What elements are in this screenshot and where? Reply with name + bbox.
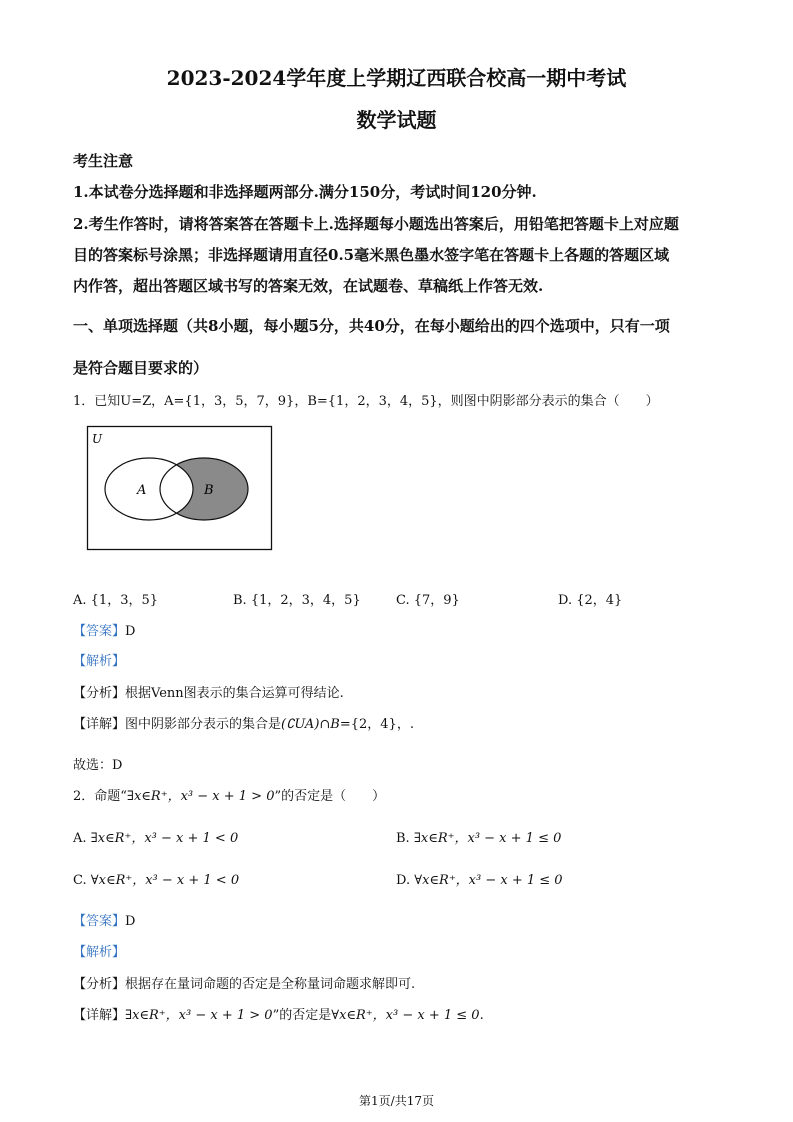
option-letter: D. <box>396 873 411 888</box>
page-footer: 第1页/共17页 <box>359 1094 434 1108</box>
option-expression: ∃x∈R⁺，x³ − x + 1 ≤ 0 <box>413 831 562 846</box>
q2-option-b <box>396 827 561 846</box>
venn-diagram <box>86 425 274 553</box>
q1-xiangjie <box>73 713 414 732</box>
q2-option-d <box>396 869 563 888</box>
xiangjie-end: . <box>479 1008 484 1023</box>
q1-answer <box>73 620 135 639</box>
q2-fenxi <box>73 973 415 992</box>
fenxi-text: 根据Venn图表示的集合运算可得结论. <box>125 686 344 701</box>
q2-answer <box>73 910 135 929</box>
answer-value: D <box>125 624 136 639</box>
q1-option-b: B. {1，2，3，4，5} <box>233 593 361 608</box>
exam-subtitle: 数学试题 <box>356 108 437 132</box>
notice-item-1: 1.本试卷分选择题和非选择题两部分.满分150分，考试时间120分钟. <box>73 183 537 201</box>
xiangjie-result: ={2，4}，. <box>339 717 414 732</box>
q1-option-c: C. {7，9} <box>396 593 460 608</box>
section-heading-line-2: 是符合题目要求的） <box>73 359 209 377</box>
option-expression: ∀x∈R⁺，x³ − x + 1 < 0 <box>90 873 240 888</box>
q2-stem-pre: 2．命题“ <box>73 789 127 804</box>
option-letter: B. <box>396 831 410 846</box>
xiangjie-expression-1: ∃x∈R⁺，x³ − x + 1 > 0 <box>125 1008 273 1023</box>
answer-tag: 【答案】 <box>73 914 126 929</box>
q1-option-d: D. {2，4} <box>558 593 623 608</box>
set-a-label: A <box>137 483 147 498</box>
fenxi-text: 根据存在量词命题的否定是全称量词命题求解即可. <box>125 977 416 992</box>
question-2-stem <box>73 785 385 804</box>
option-letter: A. <box>73 831 87 846</box>
notice-item-2-line-1: 2.考生作答时，请将答案答在答题卡上.选择题每小题选出答案后，用铅笔把答题卡上对应题 <box>73 215 679 233</box>
q1-conclusion: 故选：D <box>73 758 123 773</box>
q1-option-a: A. {1，3，5} <box>73 593 159 608</box>
q2-analysis-tag: 【解析】 <box>73 945 126 960</box>
universe-label: U <box>92 432 103 446</box>
fenxi-tag: 【分析】 <box>73 686 126 701</box>
option-letter: C. <box>73 873 87 888</box>
q2-stem-expression: ∃x∈R⁺，x³ − x + 1 > 0 <box>126 789 275 804</box>
q1-analysis-tag: 【解析】 <box>73 654 126 669</box>
q2-option-c <box>73 869 239 888</box>
option-expression: ∃x∈R⁺，x³ − x + 1 < 0 <box>90 831 239 846</box>
xiangjie-expression: (∁UA)∩B <box>281 717 340 732</box>
notice-heading: 考生注意 <box>73 152 134 170</box>
q2-stem-post: ”的否定是（ ） <box>274 789 386 804</box>
answer-tag: 【答案】 <box>73 624 126 639</box>
q2-option-a <box>73 827 238 846</box>
xiangjie-tag: 【详解】 <box>73 717 126 732</box>
xiangjie-tag: 【详解】 <box>73 1008 126 1023</box>
q1-fenxi <box>73 682 344 701</box>
notice-item-2-line-2: 目的答案标号涂黑；非选择题请用直径0.5毫米黑色墨水签字笔在答题卡上各题的答题区域 <box>73 246 670 264</box>
fenxi-tag: 【分析】 <box>73 977 126 992</box>
answer-value: D <box>125 914 136 929</box>
xiangjie-text: 图中阴影部分表示的集合是 <box>125 717 282 732</box>
section-heading-line-1: 一、单项选择题（共8小题，每小题5分，共40分，在每小题给出的四个选项中，只有一项 <box>73 317 670 335</box>
xiangjie-expression-2: ∀x∈R⁺，x³ − x + 1 ≤ 0 <box>331 1008 480 1023</box>
xiangjie-middle: ”的否定是 <box>272 1008 332 1023</box>
option-expression: ∀x∈R⁺，x³ − x + 1 ≤ 0 <box>414 873 563 888</box>
exam-title: 2023-2024学年度上学期辽西联合校高一期中考试 <box>166 66 627 90</box>
q2-xiangjie <box>73 1004 484 1023</box>
set-b-label: B <box>204 483 214 498</box>
question-1-stem: 1．已知U=Z，A={1，3，5，7，9}，B={1，2，3，4，5}，则图中阴影部分表示的集合（ ） <box>73 394 659 409</box>
notice-item-2-line-3: 内作答，超出答题区域书写的答案无效，在试题卷、草稿纸上作答无效. <box>73 277 544 295</box>
